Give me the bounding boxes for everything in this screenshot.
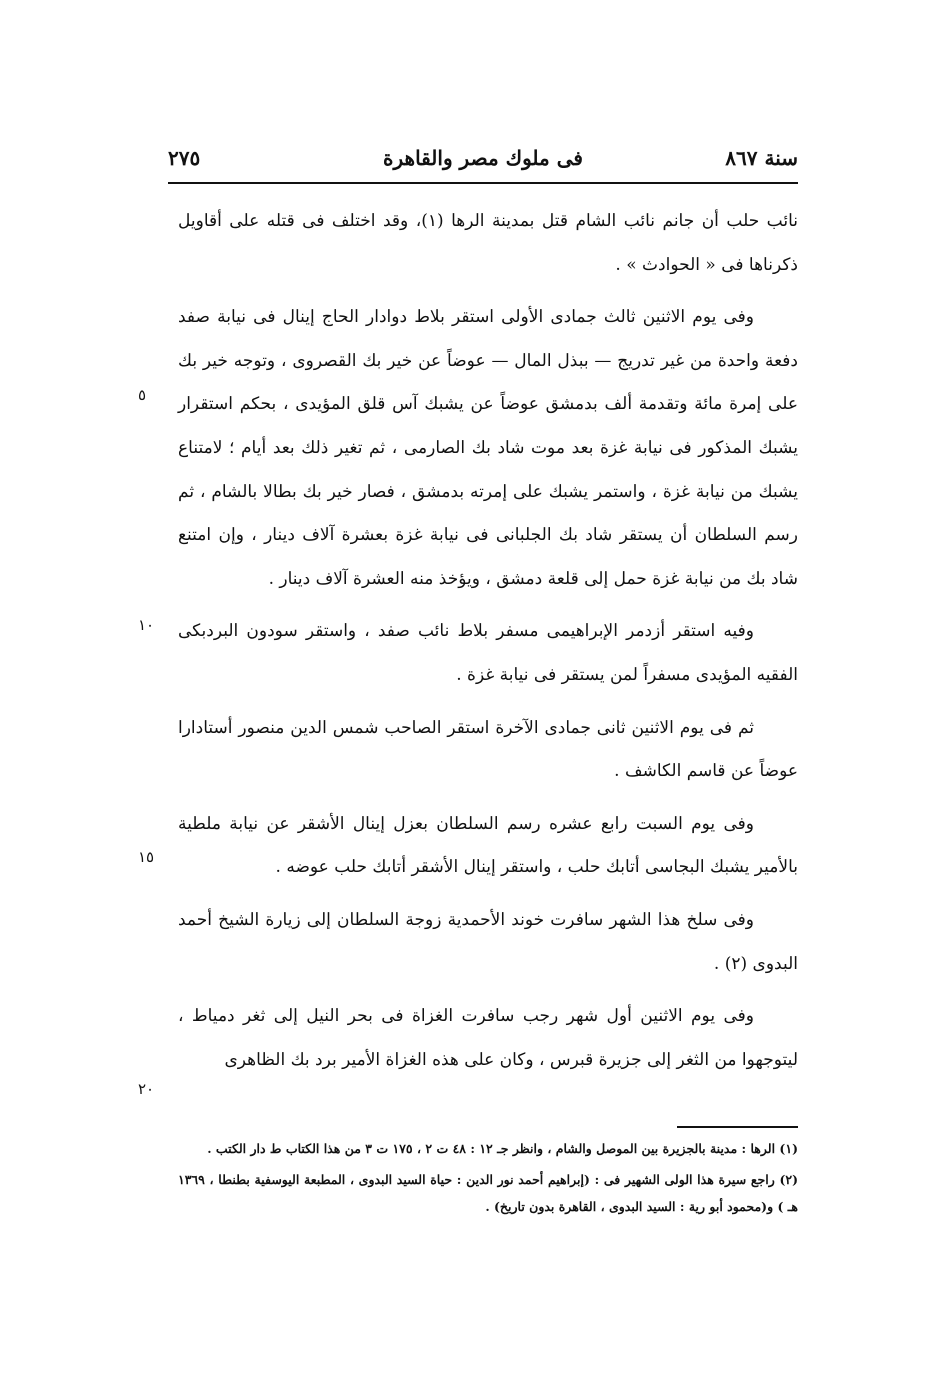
paragraph: وفى يوم الاثنين ثالث جمادى الأولى استقر بلاط دوادار الحاج إينال فى نيابة صفد دفعة واحدة من غير تدريج — ببذل المال — عوضاً عن خير بك القصروى ، وتوجه خير بك على إمرة مائة وتقدمة ألف بدمشق عوضاً عن يشبك آس قلق المؤيدى ، بحكم استقرار يشبك المذكور فى نيابة غزة بعد موت شاد بك الصارمى ، ثم تغير ذلك بعد أيام ؛ لامتناع يشبك من نيابة غزة ، واستمر يشبك على إمرته بدمشق ، فصار خير بك بطالا بالشام ، ثم رسم السلطان أن يستقر شاد بك الجلبانى فى نيابة غزة بعشرة آلاف دينار ، وإن امتنع شاد بك من نيابة غزة حمل إلى قلعة دمشق ، ويؤخذ منه العشرة آلاف دينار . [178, 307, 798, 589]
line-number-10: ١٠ [138, 616, 155, 634]
paragraph: ثم فى يوم الاثنين ثانى جمادى الآخرة استقر الصاحب شمس الدين منصور أستادارا عوضاً عن قاسم الكاشف . [178, 717, 798, 782]
line-number-5: ٥ [138, 386, 147, 404]
footnote: (٢) راجع سيرة هذا الولى الشهير فى : (إبراهيم أحمد نور الدين : حياة السيد البدوى ، المطبعة اليوسفية بطنطا ، ١٣٦٩ هـ ) و(محمود أبو رية : السيد البدوى ، القاهرة بدون تاريخ) . [178, 1172, 798, 1214]
footnote: (١) الرها : مدينة بالجزيرة بين الموصل والشام ، وانظر جـ ١٢ : ٤٨ ت ٢ ، ١٧٥ ت ٣ من هذا الكتاب ط دار الكتب . [207, 1141, 798, 1156]
footnotes [178, 1135, 798, 1224]
paragraph: وفى سلخ هذا الشهر سافرت خوند الأحمدية زوجة السلطان إلى زيارة الشيخ أحمد البدوى (٢) . [178, 909, 798, 974]
main-text [178, 200, 798, 1091]
paragraph: وفيه استقر أزدمر الإبراهيمى مسفر بلاط نائب صفد ، واستقر سودون البردبكى الفقيه المؤيدى مسفراً لمن يستقر فى نيابة غزة . [178, 621, 798, 685]
running-header [168, 142, 798, 182]
header-title: فى ملوك مصر والقاهرة [383, 146, 583, 170]
footnote-rule [677, 1126, 798, 1128]
page-number: ٢٧٥ [168, 146, 201, 170]
line-number-15: ١٥ [138, 848, 155, 866]
line-number-20: ٢٠ [138, 1080, 155, 1098]
header-year: سنة ٨٦٧ [725, 146, 798, 170]
paragraph: وفى يوم السبت رابع عشره رسم السلطان بعزل إينال الأشقر عن نيابة ملطية بالأمير يشبك البجاسى أتابك حلب ، واستقر إينال الأشقر أتابك حلب عوضه . [178, 813, 798, 878]
paragraph: نائب حلب أن جانم نائب الشام قتل بمدينة الرها (١)، وقد اختلف فى قتله على أقاويل ذكرناها فى « الحوادث » . [178, 211, 799, 275]
header-rule [168, 182, 798, 184]
paragraph: وفى يوم الاثنين أول شهر رجب سافرت الغزاة فى بحر النيل إلى ثغر دمياط ، ليتوجهوا من الثغر إلى جزيرة قبرس ، وكان على هذه الغزاة الأمير برد بك الظاهرى [178, 1006, 798, 1070]
